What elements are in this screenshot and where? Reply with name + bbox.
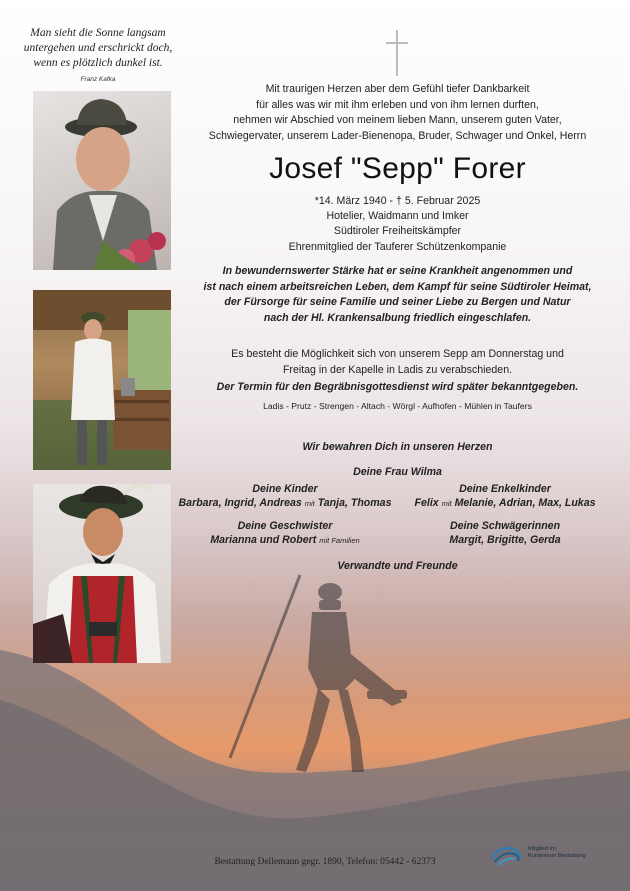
footer-contact: Bestattung Dellemann gegr. 1890, Telefon: 05442 - 62373 — [214, 857, 436, 867]
badge-line: Kuratorium Bestattung — [528, 853, 586, 859]
deceased-name: Josef "Sepp" Forer — [269, 152, 526, 185]
siblings-label: Deine Geschwister — [237, 520, 333, 532]
wife-label: Deine Frau Wilma — [353, 466, 442, 478]
tribute-text — [185, 264, 610, 326]
badge-line: Mitglied im — [528, 846, 556, 852]
title-line: Hotelier, Waidmann und Imker — [326, 210, 469, 223]
life-dates: *14. März 1940 - † 5. Februar 2025 — [314, 195, 481, 207]
tribute-line: der Fürsorge für seine Familie und seiner Liebe zu Bergen und Natur — [224, 296, 571, 308]
intro-line: Schwiegervater, unserem Lader-Bienenopa, Bruder, Schwager und Onkel, Herrn — [208, 129, 587, 142]
intro-line: Mit traurigen Herzen aber dem Gefühl tiefer Dankbarkeit — [265, 83, 530, 95]
intro-text — [185, 82, 610, 144]
farewell-line: Freitag in der Kapelle in Ladis zu verabschieden. — [282, 363, 513, 376]
portrait-photo-hat — [33, 91, 171, 270]
tribute-line: In bewundernswerter Stärke hat er seine Krankheit angenommen und — [222, 265, 573, 277]
membership-badge — [528, 846, 586, 860]
children-mit: mit — [304, 499, 315, 508]
tribute-line: nach der Hl. Krankensalbung friedlich eingeschlafen. — [263, 311, 532, 324]
children-label: Deine Kinder — [252, 483, 318, 495]
sisters-in-law-label: Deine Schwägerinnen — [449, 520, 561, 532]
photo-beekeeper — [33, 290, 171, 470]
cross-icon — [386, 30, 408, 76]
farewell-info — [185, 347, 610, 378]
grandchildren-mit: mit — [441, 499, 452, 508]
grandchildren-names — [405, 497, 605, 509]
funeral-date-notice: Der Termin für den Begräbnisgottesdienst wird später bekanntgegeben. — [216, 381, 579, 393]
places-list: Ladis - Prutz - Strengen - Altach - Wörgl - Aufhofen - Mühlen in Taufers — [263, 401, 532, 411]
title-line: Südtiroler Freiheitskämpfer — [333, 225, 462, 238]
siblings-names — [175, 534, 395, 546]
farewell-line: Es besteht die Möglichkeit sich von unserem Sepp am Donnerstag und — [231, 348, 564, 360]
sisters-in-law-names: Margit, Brigitte, Gerda — [449, 534, 561, 546]
siblings-suffix: mit Familien — [319, 536, 360, 545]
quote-line: Man sieht die Sonne langsam — [30, 27, 166, 39]
quote-line: wenn es plötzlich dunkel ist. — [33, 57, 163, 69]
grandchildren-list: Melanie, Adrian, Max, Lukas — [454, 497, 596, 509]
children-names — [175, 497, 395, 509]
quote-line: untergehen und erschrickt doch, — [23, 42, 173, 54]
intro-line: für alles was wir mit ihm erleben und von ihm lernen durften, — [256, 98, 539, 111]
children-list: Barbara, Ingrid, Andreas — [178, 497, 302, 509]
tribute-line: ist nach einem arbeitsreichen Leben, dem Kampf für seine Südtiroler Heimat, — [203, 280, 592, 293]
hiker-silhouette — [296, 583, 407, 772]
intro-line: nehmen wir Abschied von meinem lieben Mann, unserem guten Vater, — [233, 114, 562, 127]
grandchildren-label: Deine Enkelkinder — [459, 483, 551, 495]
siblings-list: Marianna und Robert — [210, 534, 317, 546]
life-details — [185, 194, 610, 255]
relatives-line: Verwandte und Freunde — [337, 560, 458, 572]
title-line: Ehrenmitglied der Tauferer Schützenkompanie — [288, 240, 507, 253]
children-partners: Tanja, Thomas — [317, 497, 392, 509]
photo-traditional-costume — [33, 484, 171, 663]
kuratorium-logo-icon — [489, 843, 523, 869]
grandchild-a: Felix — [414, 497, 439, 509]
quote-author: Franz Kafka — [80, 76, 116, 83]
heart-line: Wir bewahren Dich in unseren Herzen — [302, 441, 493, 453]
quote — [18, 26, 178, 71]
